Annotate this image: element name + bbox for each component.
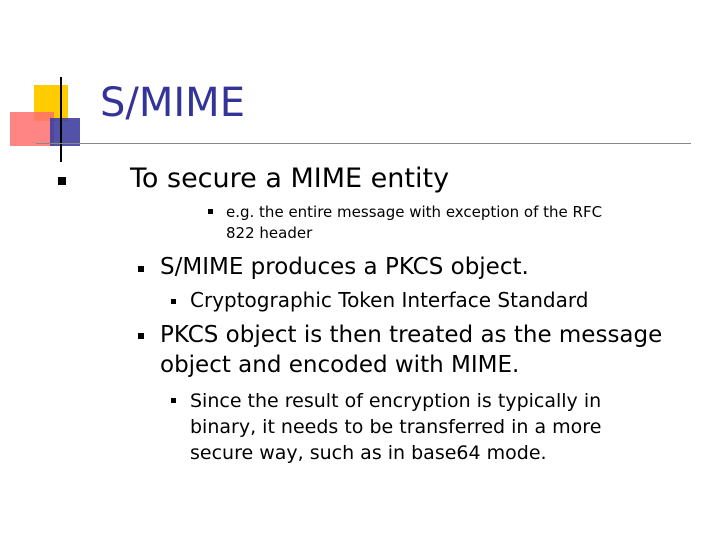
- bullet-square-icon: [58, 177, 66, 185]
- note-text: [226, 202, 602, 244]
- bullet-square-icon: [171, 398, 176, 403]
- point2-text: [160, 320, 662, 380]
- point2-sub-line-2: binary, it needs to be transferred in a more: [190, 416, 602, 438]
- bullet-square-icon: [138, 333, 144, 339]
- logo-blue-square: [50, 118, 80, 146]
- slide-title: S/MIME: [100, 80, 245, 126]
- point2-line-1: PKCS object is then treated as the message: [160, 322, 663, 348]
- level1-text: To secure a MIME entity: [130, 163, 450, 194]
- note-line-1: e.g. the entire message with exception of the RFC: [226, 203, 603, 221]
- point2-sub-text: [190, 388, 601, 466]
- point2-sub-line-3: secure way, such as in base64 mode.: [190, 442, 547, 464]
- logo-vertical-line: [60, 77, 62, 162]
- point1-sub-text: Cryptographic Token Interface Standard: [190, 288, 589, 312]
- note-line-2: 822 header: [226, 224, 313, 242]
- bullet-square-icon: [138, 266, 144, 272]
- point2-line-2: object and encoded with MIME.: [160, 352, 520, 378]
- title-underline: [36, 143, 691, 144]
- logo-pink-square: [10, 112, 54, 146]
- point2-sub-line-1: Since the result of encryption is typically in: [190, 390, 602, 412]
- bullet-square-icon: [171, 299, 176, 304]
- bullet-square-icon: [208, 209, 213, 214]
- point1-text: S/MIME produces a PKCS object.: [160, 254, 529, 280]
